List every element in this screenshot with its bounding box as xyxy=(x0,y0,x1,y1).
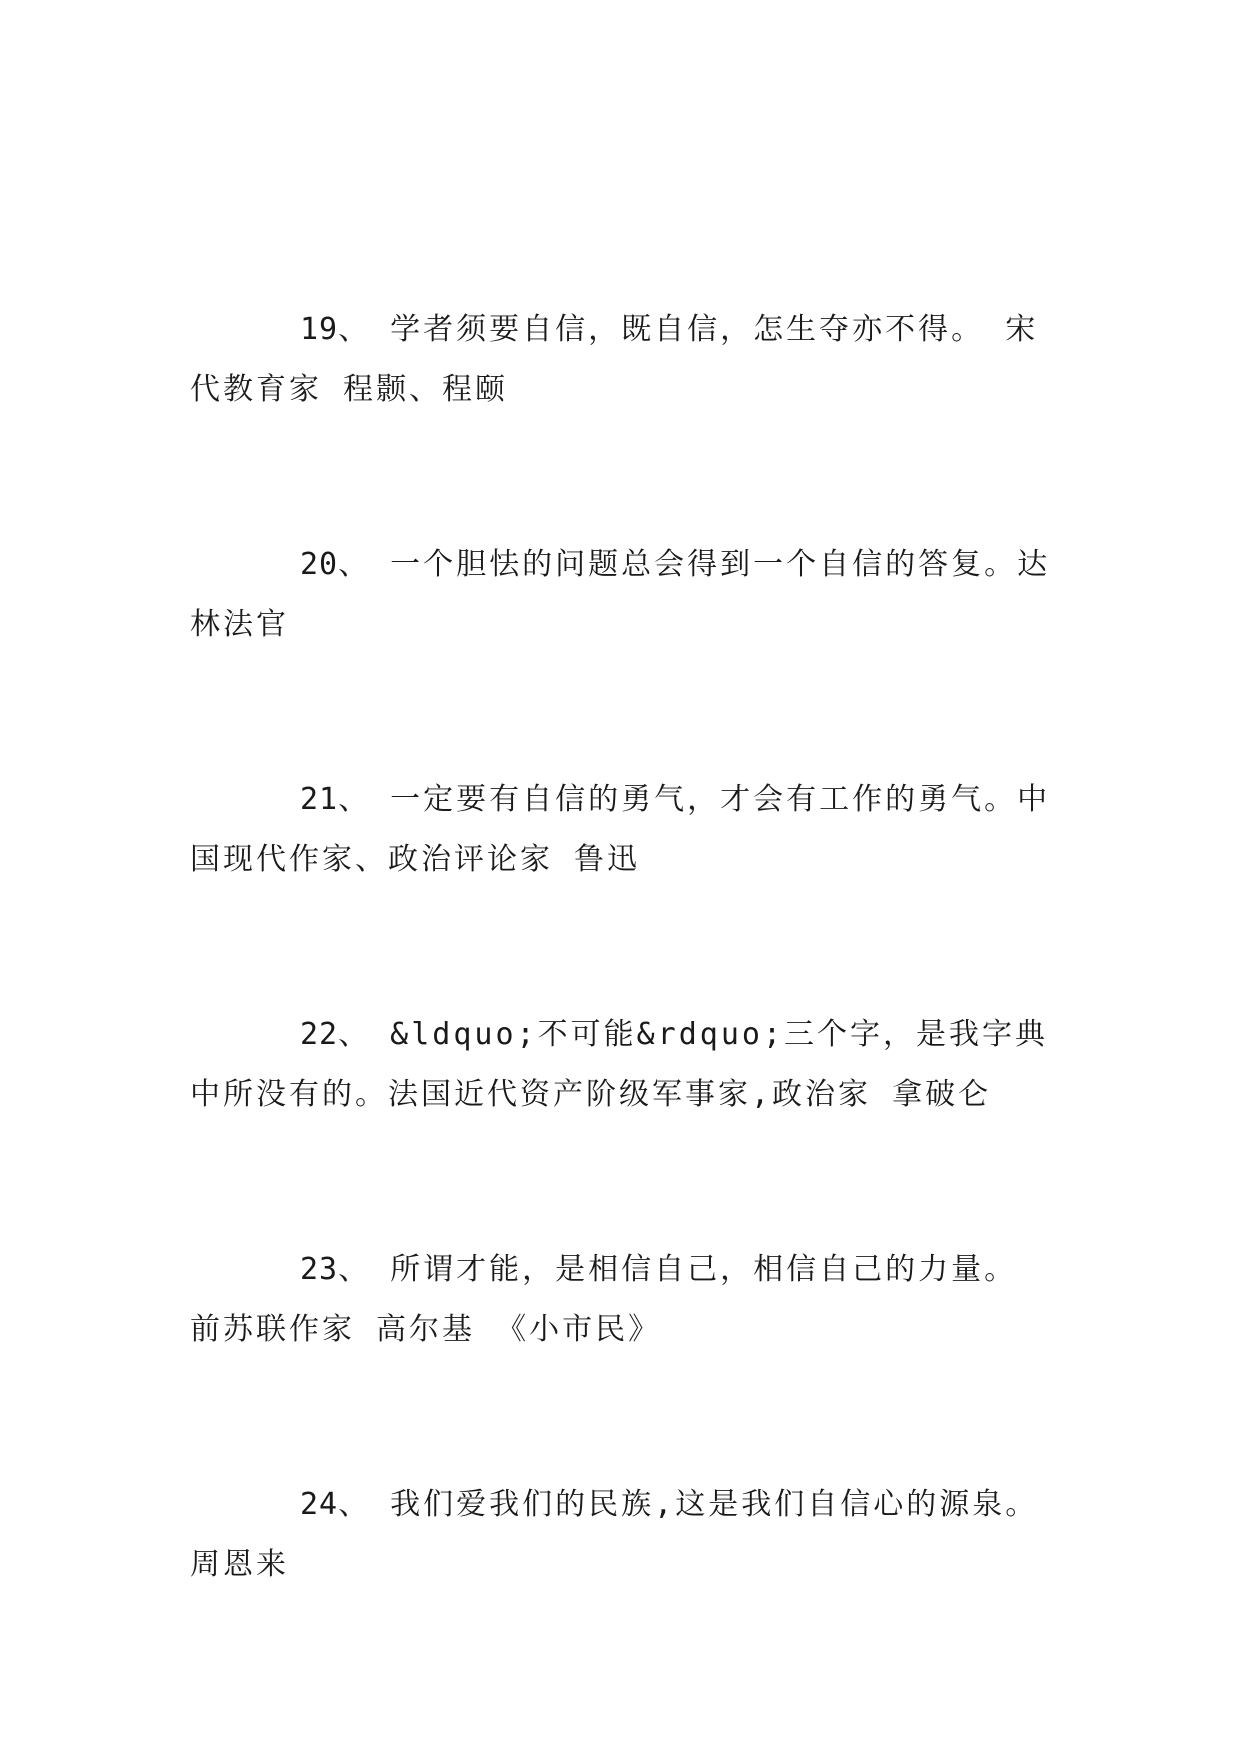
entry-number: 24、 xyxy=(300,1487,370,1522)
entry-text: 所谓才能，是相信自己，相信自己的力量。 前苏联作家 高尔基 《小市民》 xyxy=(190,1252,1018,1347)
entry-text: 我们爱我们的民族,这是我们自信心的源泉。周恩来 xyxy=(190,1487,1039,1582)
quote-entry-20 xyxy=(190,535,1060,655)
entry-number: 21、 xyxy=(300,782,370,817)
quote-entry-21 xyxy=(190,770,1060,890)
quote-entry-19 xyxy=(190,300,1060,420)
quote-entry-22 xyxy=(190,1005,1060,1125)
entry-number: 19、 xyxy=(300,312,370,347)
quote-entry-23 xyxy=(190,1240,1060,1360)
entry-number: 23、 xyxy=(300,1252,370,1287)
entry-text: &ldquo;不可能&rdquo;三个字，是我字典中所没有的。法国近代资产阶级军事家,政治家 拿破仑 xyxy=(190,1017,1049,1112)
quote-entry-24 xyxy=(190,1475,1060,1595)
entry-number: 22、 xyxy=(300,1017,370,1052)
entry-text: 一定要有自信的勇气，才会有工作的勇气。中国现代作家、政治评论家 鲁迅 xyxy=(190,782,1051,877)
entry-text: 学者须要自信，既自信，怎生夺亦不得。 宋代教育家 程颢、程颐 xyxy=(190,312,1039,407)
entry-number: 20、 xyxy=(300,547,370,582)
entry-text: 一个胆怯的问题总会得到一个自信的答复。达林法官 xyxy=(190,547,1051,642)
